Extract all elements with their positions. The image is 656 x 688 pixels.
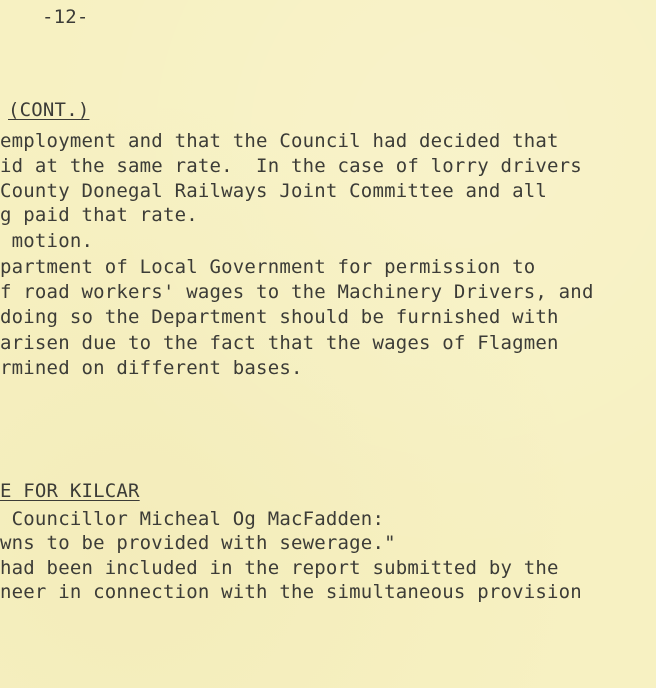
paragraph-line: partment of Local Government for permission to (0, 256, 536, 278)
paragraph-line: rmined on different bases. (0, 357, 303, 379)
paragraph-line: motion. (0, 230, 94, 252)
paragraph-line: County Donegal Railways Joint Committee and all (0, 180, 548, 202)
paragraph-line: Councillor Micheal Og MacFadden: (0, 508, 385, 530)
paragraph-line: id at the same rate. In the case of lorry drivers (0, 155, 582, 177)
section-heading-kilcar: E FOR KILCAR (0, 480, 140, 502)
paragraph-line: neer in connection with the simultaneous provision (0, 581, 582, 603)
paragraph-line: arisen due to the fact that the wages of Flagmen (0, 332, 559, 354)
paragraph-line: wns to be provided with sewerage." (0, 532, 396, 554)
paragraph-line: f road workers' wages to the Machinery Drivers, and (0, 281, 594, 303)
paragraph-line: had been included in the report submitted by the (0, 557, 559, 579)
section-heading-cont: (CONT.) (8, 99, 90, 121)
paragraph-line: g paid that rate. (0, 204, 198, 226)
paragraph-line: doing so the Department should be furnished with (0, 306, 559, 328)
page-number: -12- (42, 6, 89, 28)
paragraph-line: employment and that the Council had decided that (0, 130, 559, 152)
